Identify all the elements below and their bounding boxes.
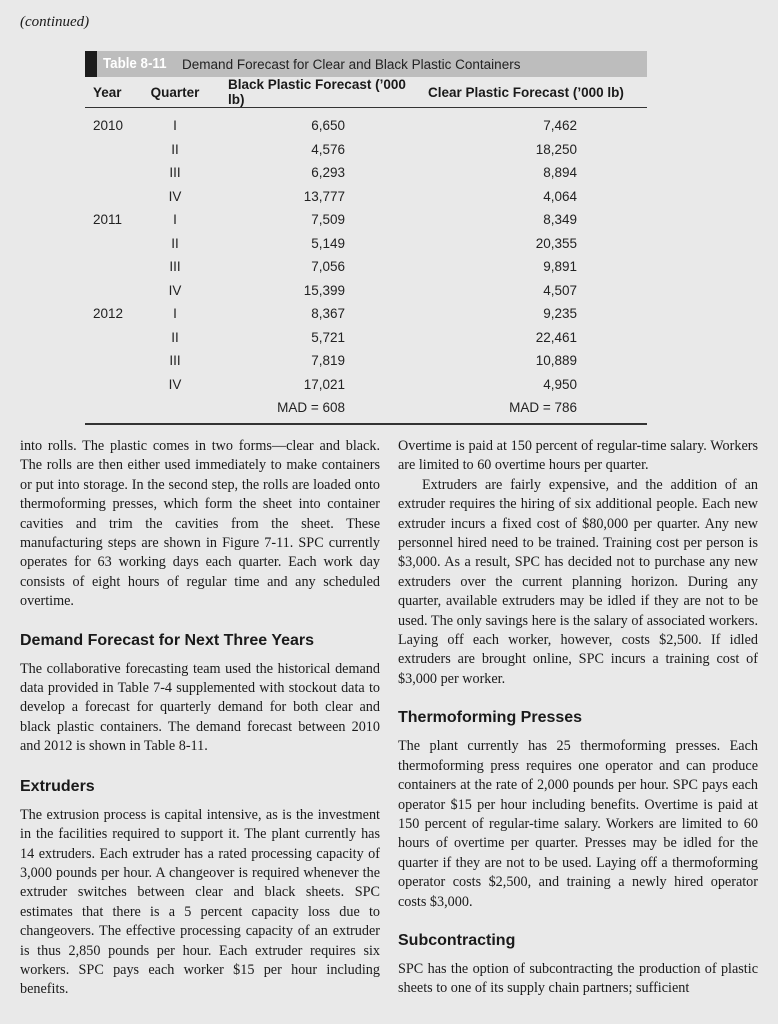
cell-clear-forecast: 10,889 (535, 353, 577, 369)
cell-quarter: II (171, 235, 179, 251)
paragraph: The extrusion process is capital intensive, as is the investment in the facilities required to support it. The plant currently has 14 extruders. Each extruder has a rated processing capacity of 3,000 pounds per hour. A changeover is required whenever the extruder switches between clear and black sheets. SPC estimates that there is a 5 percent capacity loss due to changeovers. The effective processing capacity of an extruder is thus 2,850 pounds per hour. Each extruder requires six workers. SPC pays each worker $15 per hour including benefits. (20, 806, 380, 998)
cell-quarter: IV (168, 188, 182, 204)
paragraph: SPC has the option of subcontracting the production of plastic sheets to one of its supply chain partners; sufficient (398, 960, 758, 997)
caption-marker (85, 51, 97, 77)
cell-black-forecast: 4,576 (311, 141, 345, 157)
cell-clear-forecast: 18,250 (535, 141, 577, 157)
paragraph: Overtime is paid at 150 percent of regular-time salary. Workers are limited to 60 overtime hours per quarter. (398, 438, 758, 474)
cell-clear-forecast: 4,950 (543, 376, 577, 392)
col-header-clear: Clear Plastic Forecast (’000 lb) (428, 84, 624, 100)
table-header-row (85, 77, 647, 108)
cell-quarter: IV (168, 282, 182, 298)
cell-black-forecast: 17,021 (303, 376, 345, 392)
table-title: Demand Forecast for Clear and Black Plastic Containers (182, 56, 521, 72)
table-body (85, 108, 647, 396)
table-row (85, 208, 647, 232)
mad-black: MAD = 608 (277, 400, 345, 416)
section-heading-subcontracting: Subcontracting (398, 931, 516, 949)
cell-black-forecast: 7,056 (311, 259, 345, 275)
table-row (85, 326, 647, 350)
cell-clear-forecast: 22,461 (535, 329, 577, 345)
cell-black-forecast: 15,399 (303, 282, 345, 298)
table-row (85, 185, 647, 209)
col-header-quarter: Quarter (150, 84, 200, 100)
table-number: Table 8-11 (103, 56, 167, 72)
paragraph: Extruders are fairly expensive, and the addition of an extruder requires the hiring of six additional people. Each new extruder incurs a fixed cost of $80,000 per quarter. Any new personnel hired need to be trained. Training cost per person is $3,000. As a result, SPC has decided not to purchase any new extruders over the current planning horizon. During any quarter, available extruders may be idled if they are not to be used. The only savings here is the salary of associated workers. Laying off each worker, however, costs $2,500. If idled extruders are brought online, SPC incurs a training cost of $3,000 per worker. (398, 476, 758, 687)
cell-quarter: III (169, 353, 181, 369)
table-row (85, 232, 647, 256)
section-heading-demand: Demand Forecast for Next Three Years (20, 631, 315, 649)
cell-quarter: II (171, 141, 179, 157)
table-row (85, 255, 647, 279)
cell-clear-forecast: 9,235 (543, 306, 577, 322)
paragraph: The plant currently has 25 thermoforming presses. Each thermoforming press requires one operator and can produce containers at the rate of 2,000 pounds per hour. SPC pays each operator $15 per hour including benefits. Overtime is paid at 150 percent of regular-time salary. Workers are limited to 60 hours of overtime per quarter. Presses may be idled for the quarter if they are not to be used. Laying off a thermoforming operator costs $2,500, and training a newly hired operator costs $3,000. (398, 738, 758, 910)
cell-black-forecast: 6,650 (311, 118, 345, 134)
table-row (85, 114, 647, 138)
cell-clear-forecast: 8,349 (543, 212, 577, 228)
cell-quarter: III (169, 259, 181, 275)
left-text-column (20, 437, 380, 1000)
table-row (85, 373, 647, 397)
cell-black-forecast: 7,509 (311, 212, 345, 228)
continued-label: (continued) (20, 14, 90, 30)
col-header-black: Black Plastic Forecast (’000 lb) (228, 77, 406, 107)
cell-quarter: I (173, 118, 177, 134)
cell-black-forecast: 13,777 (303, 188, 345, 204)
table-bottom-rule (85, 423, 647, 425)
cell-black-forecast: 5,149 (311, 235, 345, 251)
section-heading-thermoforming: Thermoforming Presses (398, 709, 583, 727)
cell-clear-forecast: 9,891 (543, 259, 577, 275)
table-row (85, 279, 647, 303)
cell-clear-forecast: 4,507 (543, 282, 577, 298)
right-text-column (398, 437, 758, 999)
cell-year: 2012 (93, 306, 124, 322)
cell-clear-forecast: 4,064 (543, 188, 577, 204)
cell-year: 2010 (93, 118, 124, 134)
table-row (85, 302, 647, 326)
mad-clear: MAD = 786 (509, 400, 577, 416)
section-heading-extruders: Extruders (20, 777, 95, 795)
cell-clear-forecast: 20,355 (535, 235, 577, 251)
cell-quarter: I (173, 212, 177, 228)
cell-black-forecast: 6,293 (311, 165, 345, 181)
cell-year: 2011 (93, 212, 123, 228)
cell-clear-forecast: 8,894 (543, 165, 577, 181)
table-row (85, 161, 647, 185)
demand-forecast-table (85, 51, 647, 425)
cell-quarter: II (171, 329, 179, 345)
cell-quarter: I (173, 306, 177, 322)
table-row (85, 349, 647, 373)
cell-black-forecast: 8,367 (311, 306, 345, 322)
cell-quarter: III (169, 165, 181, 181)
table-caption (85, 51, 647, 77)
col-header-year: Year (93, 84, 122, 100)
table-mad-row (85, 396, 647, 420)
cell-black-forecast: 5,721 (311, 329, 345, 345)
cell-clear-forecast: 7,462 (543, 118, 577, 134)
cell-quarter: IV (168, 376, 182, 392)
cell-black-forecast: 7,819 (311, 353, 345, 369)
table-row (85, 138, 647, 162)
paragraph: The collaborative forecasting team used the historical demand data provided in Table 7-4 supplemented with stockout data to develop a forecast for quarterly demand for both clear and black plastic containers. The demand forecast between 2010 and 2012 is shown in Table 8-11. (20, 660, 380, 755)
paragraph: into rolls. The plastic comes in two forms—clear and black. The rolls are then either used immediately to make containers or put into storage. In the second step, the rolls are loaded onto thermoforming presses, which form the sheet into container cavities and trim the cavities from the sheet. These manufacturing steps are shown in Figure 7-11. SPC currently operates for 63 working days each quarter. Each work day consists of eight hours of regular time and any scheduled overtime. (20, 438, 380, 610)
